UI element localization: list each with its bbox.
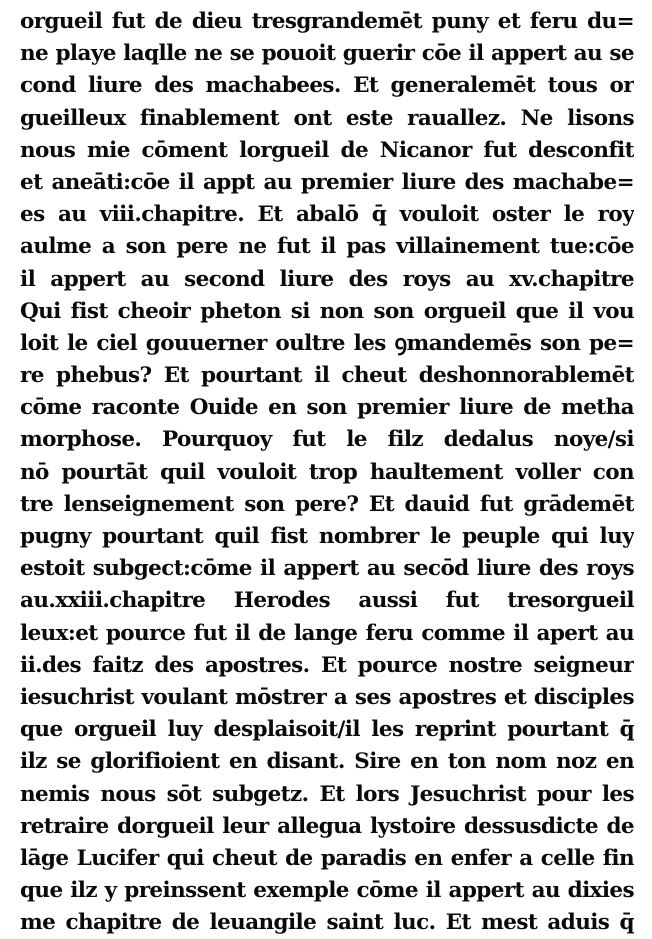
text-line: et aneāti:cōe il appt au premier liure des machabe= xyxy=(20,169,634,195)
text-line: au.xxiii.chapitre Herodes aussi fut tresorgueil xyxy=(20,588,634,614)
text-line: gueilleux finablement ont este rauallez. Ne lisons xyxy=(20,105,634,131)
text-block xyxy=(20,6,634,939)
text-line: il appert au second liure des roys au xv.chapitre xyxy=(20,266,634,292)
text-line: me chapitre de leuangile saint luc. Et mest aduis q̄ xyxy=(20,910,634,936)
text-line: iesuchrist voulant mōstrer a ses apostres et disciples xyxy=(20,684,634,710)
text-line: cond liure des machabees. Et generalemēt tous or xyxy=(20,73,634,99)
text-line: aulme a son pere ne fut il pas villainement tue:cōe xyxy=(20,234,634,260)
text-line: lāge Lucifer qui cheut de paradis en enfer a celle fin xyxy=(20,845,634,871)
text-line: que orgueil luy desplaisoit/il les reprint pourtant q̄ xyxy=(20,717,634,743)
text-line: ilz se glorifioient en disant. Sire en ton nom noz en xyxy=(20,749,634,775)
text-line: nous mie cōment lorgueil de Nicanor fut desconfit xyxy=(20,137,634,163)
text-line: retraire dorgueil leur allegua lystoire dessusdicte de xyxy=(20,813,634,839)
text-line: tre lenseignement son pere? Et dauid fut grādemēt xyxy=(20,491,634,517)
text-line: cōme raconte Ouide en son premier liure de metha xyxy=(20,395,634,421)
text-line: nō pourtāt quil vouloit trop haultement voller con xyxy=(20,459,634,485)
text-line: leux:et pource fut il de lange feru comme il apert au xyxy=(20,620,634,646)
text-line: Qui fist cheoir pheton si non son orgueil que il vou xyxy=(20,298,634,324)
text-line: loit le ciel gouuerner oultre les ꝯmandemēs son pe= xyxy=(20,330,634,356)
text-line: orgueil fut de dieu tresgrandemēt puny et feru du= xyxy=(20,9,634,34)
text-line: morphose. Pourquoy fut le filz dedalus noye/si xyxy=(20,427,634,453)
text-line: re phebus? Et pourtant il cheut deshonnorablemēt xyxy=(20,363,634,389)
text-line: ne playe laqlle ne se pouoit guerir cōe il appert au se xyxy=(20,41,634,67)
text-line: estoit subgect:cōme il appert au secōd liure des roys xyxy=(20,556,634,582)
text-line: es au viii.chapitre. Et abalō q̄ vouloit oster le roy xyxy=(20,202,634,228)
text-line: pugny pourtant quil fist nombrer le peuple qui luy xyxy=(20,524,634,549)
text-line: nemis nous sōt subgetz. Et lors Jesuchrist pour les xyxy=(20,781,634,807)
text-line: ii.des faitz des apostres. Et pource nostre seigneur xyxy=(20,652,634,678)
text-line: que ilz y preinssent exemple cōme il appert au dixies xyxy=(20,878,634,904)
